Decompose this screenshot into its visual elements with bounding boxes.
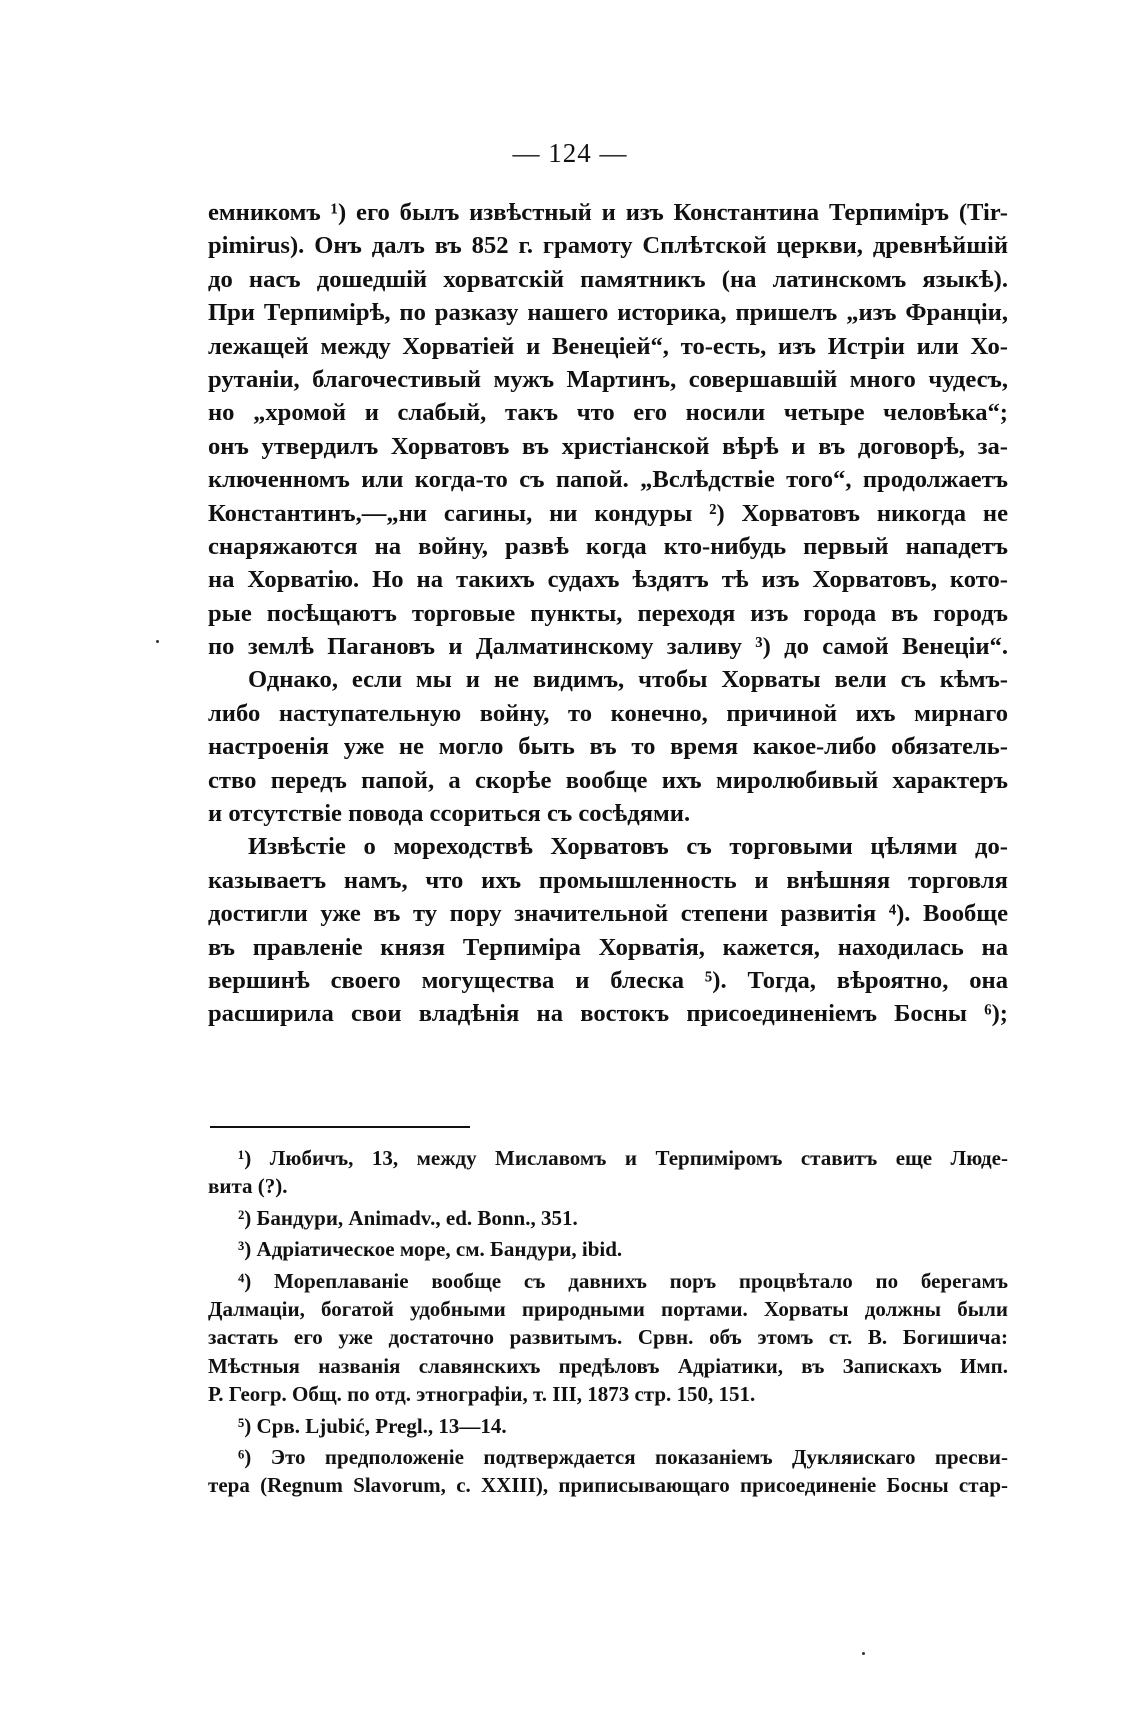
text-line: онъ утвердилъ Хорватовъ въ христіанской вѣрѣ и въ договорѣ, за-: [208, 432, 1008, 460]
footnote-line: ¹) Любичъ, 13, между Миславомъ и Терпиміромъ ставитъ еще Люде-: [238, 1146, 1008, 1170]
footnote-line: Р. Геогр. Общ. по отд. этнографіи, т. III, 1873 стр. 150, 151.: [208, 1382, 756, 1407]
footnote-line: вита (?).: [208, 1174, 288, 1199]
footnote-line: ⁶) Это предположеніе подтверждается показаніемъ Дукляискаго пресви-: [238, 1444, 1008, 1469]
paragraph-start-line: Извѣстіе о мореходствѣ Хорватовъ съ торговыми цѣлями до-: [248, 833, 1008, 861]
text-line: расширила свои владѣнія на востокъ присоединеніемъ Босны ⁶);: [208, 1000, 1008, 1028]
text-line: Константинъ,—„ни сагины, ни кондуры ²) Хорватовъ никогда не: [208, 499, 1008, 527]
footnote-line: застать его уже достаточно развитымъ. Срвн. объ этомъ ст. В. Богишича:: [208, 1325, 1008, 1350]
footnote-line: ²) Бандури, Animadv., ed. Bonn., 351.: [238, 1205, 578, 1230]
text-line: достигли уже въ ту пору значительной степени развитія ⁴). Вообще: [208, 900, 1008, 928]
text-line: При Терпимірѣ, по разказу нашего историка, пришелъ „изъ Франціи,: [208, 299, 1008, 327]
text-line: настроенія уже не могло быть въ то время какое-либо обязатель-: [208, 733, 1008, 761]
footnote-line: ⁵) Срв. Ljubić, Pregl., 13—14.: [238, 1413, 507, 1438]
text-line: лежащей между Хорватіей и Венеціей“, то-есть, изъ Истріи или Хо-: [208, 332, 1008, 360]
footnote-line: ⁴) Мореплаваніе вообще съ давнихъ поръ процвѣтало по берегамъ: [238, 1268, 1008, 1293]
text-line: но „хромой и слабый, такъ что его носили четыре человѣка“;: [208, 399, 1008, 427]
footnotes: [208, 1144, 1008, 1500]
text-line: pimirus). Онъ далъ въ 852 г. грамоту Сплѣтской церкви, древнѣйшій: [208, 232, 1008, 260]
text-line: рые посѣщаютъ торговые пункты, переходя изъ города въ городъ: [208, 599, 1008, 627]
text-line: емникомъ ¹) его былъ извѣстный и изъ Константина Терпиміръ (Tir-: [208, 199, 1008, 226]
footnote-divider: [210, 1126, 470, 1128]
text-line: ство передъ папой, а скорѣе вообще ихъ миролюбивый характеръ: [208, 766, 1008, 794]
main-text: [208, 196, 1008, 1031]
text-line: по землѣ Пагановъ и Далматинскому заливу ³) до самой Венеціи“.: [208, 633, 1008, 661]
paragraph-start-line: Однако, если мы и не видимъ, чтобы Хорваты вели съ кѣмъ-: [248, 666, 1008, 694]
text-line: снаряжаются на войну, развѣ когда кто-нибудь первый нападетъ: [208, 532, 1008, 560]
text-line: казываетъ намъ, что ихъ промышленность и внѣшняя торговля: [208, 866, 1008, 894]
text-line: до насъ дошедшій хорватскій памятникъ (на латинскомъ языкѣ).: [208, 265, 1008, 293]
text-line: вершинѣ своего могущества и блеска ⁵). Тогда, вѣроятно, она: [208, 966, 1008, 994]
text-line: рутаніи, благочестивый мужъ Мартинъ, совершавшій много чудесъ,: [208, 365, 1008, 393]
footnote-line: тера (Regnum Slavorum, c. XXIII), приписывающаго присоединеніе Босны стар-: [208, 1473, 1008, 1498]
paragraph-end-line: и отсутствіе повода ссориться съ сосѣдями.: [208, 800, 691, 828]
text-line: ключенномъ или когда-то съ папой. „Вслѣдствіе того“, продолжаетъ: [208, 466, 1008, 494]
scan-speck: [862, 1652, 865, 1655]
text-line: въ правленіе князя Терпиміра Хорватія, кажется, находилась на: [208, 933, 1008, 961]
footnote-line: ³) Адріатическое море, см. Бандури, ibid.: [238, 1237, 623, 1262]
text-line: либо наступательную войну, то конечно, причиной ихъ мирнаго: [208, 699, 1008, 727]
footnote-line: Мѣстныя названія славянскихъ предѣловъ Адріатики, въ Запискахъ Имп.: [208, 1353, 1008, 1378]
footnote-line: Далмаціи, богатой удобными природными портами. Хорваты должны были: [208, 1296, 1008, 1321]
page-number: — 124 —: [512, 138, 628, 168]
text-line: на Хорватію. Но на такихъ судахъ ѣздятъ тѣ изъ Хорватовъ, кото-: [208, 566, 1008, 594]
scan-speck: [156, 640, 159, 643]
